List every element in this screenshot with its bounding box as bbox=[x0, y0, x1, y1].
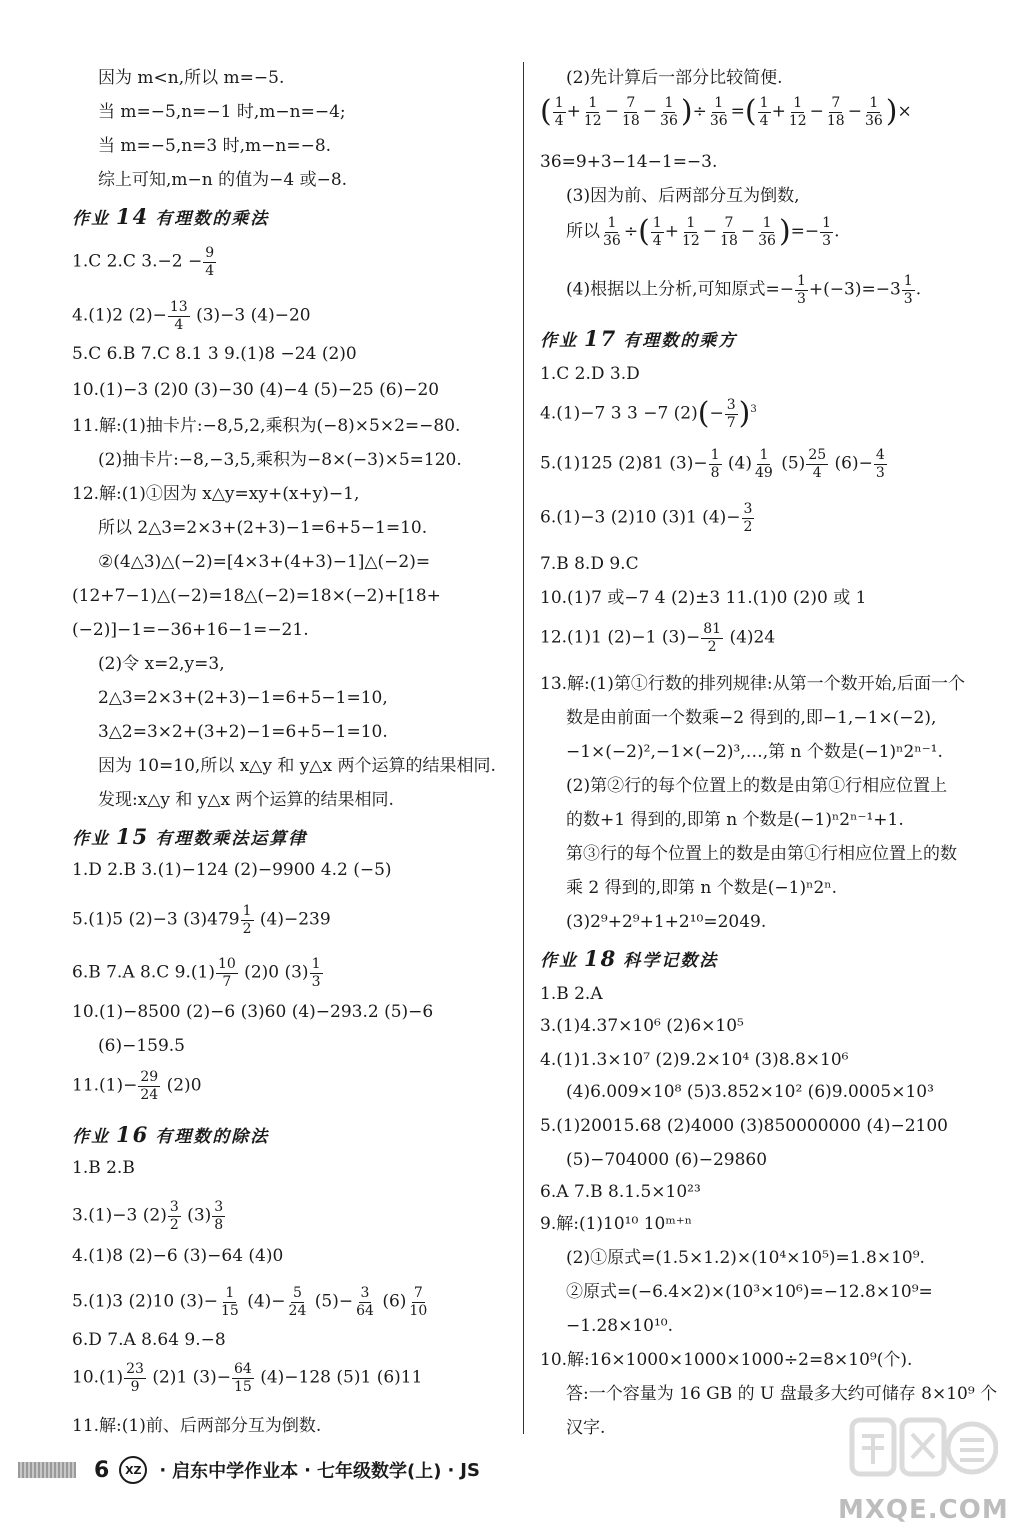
answer-line: (2)先计算后一部分比较简便. bbox=[566, 68, 783, 88]
heading-title: 科学记数法 bbox=[623, 951, 719, 971]
answer-line: −1.28×10¹⁰. bbox=[566, 1316, 674, 1336]
answer-line: 4.(1)1.3×10⁷ (2)9.2×10⁴ (3)8.8×10⁶ bbox=[540, 1050, 849, 1070]
answer-line: 10.(1)7 或−7 4 (2)±3 11.(1)0 (2)0 或 1 bbox=[540, 588, 867, 608]
publisher-badge-icon: XZ bbox=[119, 1456, 147, 1484]
answer-line: 6.A 7.B 8.1.5×10²³ bbox=[540, 1182, 701, 1202]
answer-line: ②原式=(−6.4×2)×(10³×10⁶)=−12.8×10⁹= bbox=[566, 1282, 933, 1302]
answer-line: 6.(1)−3 (2)10 (3)1 (4)− $\frac{3}{2}$ bbox=[540, 501, 753, 535]
answer-line: (2)抽卡片:−8,−3,5,乘积为−8×(−3)×5=120. bbox=[98, 450, 462, 470]
answer-line: 5.C 6.B 7.C 8.1 3 9.(1)8 −24 (2)0 bbox=[72, 344, 357, 364]
heading-number: 15 bbox=[116, 824, 150, 849]
answer-line: 11.解:(1)前、后两部分互为倒数. bbox=[72, 1416, 322, 1436]
answer-line: (−2)]−1=−36+16−1=−21. bbox=[72, 620, 309, 640]
answer-line: 所以 2△3=2×3+(2+3)−1=6+5−1=10. bbox=[98, 518, 428, 538]
heading-prefix: 作业 bbox=[72, 1127, 110, 1147]
heading-prefix: 作业 bbox=[72, 829, 110, 849]
answer-line: (3)2⁹+2⁹+1+2¹⁰=2049. bbox=[566, 912, 767, 932]
heading-title: 有理数乘法运算律 bbox=[155, 829, 308, 849]
fraction: $\frac{3}{2}$ bbox=[169, 1199, 179, 1233]
answer-line: 9.解:(1)10¹⁰ 10ᵐ⁺ⁿ bbox=[540, 1214, 693, 1234]
answer-line: 1.B 2.A bbox=[540, 984, 603, 1004]
answer-line: 5.(1)125 (2)81 (3)− $\frac{1}{8}$ (4) $\frac{1}{49}$ (5) $\frac{25}{4}$ (6)− $\frac{4}{3}$ bbox=[540, 447, 885, 481]
fraction: $\frac{9}{4}$ bbox=[205, 245, 215, 279]
book-title: 启东中学作业本 bbox=[172, 1461, 299, 1482]
watermark-url: MXQE.COM bbox=[838, 1495, 1009, 1525]
answer-line: 的数+1 得到的,即第 n 个数是(−1)ⁿ2ⁿ⁻¹+1. bbox=[566, 810, 904, 830]
answer-line: (4)根据以上分析,可知原式=− $\frac{1}{3}$ +(−3)=−3 $\frac{1}{3}$ . bbox=[566, 273, 922, 307]
section-heading-18 bbox=[540, 948, 718, 970]
section-heading-16 bbox=[72, 1124, 269, 1146]
answer-line: (12+7−1)△(−2)=18△(−2)=18×(−2)+[18+ bbox=[72, 586, 441, 606]
answer-line: 4.(1)8 (2)−6 (3)−64 (4)0 bbox=[72, 1246, 284, 1266]
heading-number: 14 bbox=[116, 204, 150, 229]
answer-line: 6.B 7.A 8.C 9.(1) $\frac{10}{7}$ (2)0 (3) $\frac{1}{3}$ bbox=[72, 956, 321, 990]
heading-number: 16 bbox=[116, 1122, 150, 1147]
fraction: $\frac{64}{15}$ bbox=[233, 1361, 252, 1395]
answer-line: 7.B 8.D 9.C bbox=[540, 554, 639, 574]
answer-line: ②(4△3)△(−2)=[4×3+(4+3)−1]△(−2)= bbox=[98, 552, 431, 572]
fraction: $\frac{1}{2}$ bbox=[242, 903, 252, 937]
footer-decoration bbox=[18, 1462, 76, 1478]
answer-line: (2)第②行的每个位置上的数是由第①行相应位置上 bbox=[566, 776, 948, 796]
page-number: 6 bbox=[94, 1457, 110, 1483]
fraction: $\frac{13}{4}$ bbox=[169, 299, 188, 333]
answer-line: 2△3=2×3+(2+3)−1=6+5−1=10, bbox=[98, 688, 388, 708]
text-line: 当 m=−5,n=3 时,m−n=−8. bbox=[98, 136, 332, 156]
watermark-logo-icon bbox=[848, 1412, 998, 1484]
answer-line: 5.(1)3 (2)10 (3)− $\frac{1}{15}$ (4)− $\frac{5}{24}$ (5)− $\frac{3}{64}$ (6) $\frac{7}{10}$ bbox=[72, 1285, 428, 1319]
fraction: $\frac{7}{10}$ bbox=[409, 1285, 428, 1319]
answer-line: 36=9+3−14−1=−3. bbox=[540, 152, 718, 172]
answer-line: 5.(1)20015.68 (2)4000 (3)850000000 (4)−2100 bbox=[540, 1116, 948, 1136]
answer-line: 数是由前面一个数乘−2 得到的,即−1,−1×(−2), bbox=[566, 708, 937, 728]
answer-line: 10.(1) $\frac{23}{9}$ (2)1 (3)− $\frac{64}{15}$ (4)−128 (5)1 (6)11 bbox=[72, 1361, 423, 1395]
answer-line: 1.C 2.C 3.−2 − $\frac{9}{4}$ bbox=[72, 245, 215, 279]
fraction: $\frac{10}{7}$ bbox=[217, 956, 236, 990]
answer-line: 11.解:(1)抽卡片:−8,5,2,乘积为(−8)×5×2=−80. bbox=[72, 416, 461, 436]
text-line: 因为 m<n,所以 m=−5. bbox=[98, 68, 285, 88]
answer-line: −1×(−2)²,−1×(−2)³,…,第 n 个数是(−1)ⁿ2ⁿ⁻¹. bbox=[566, 742, 943, 762]
answer-line: (6)−159.5 bbox=[98, 1036, 185, 1056]
answer-line: 答:一个容量为 16 GB 的 U 盘最多大约可储存 8×10⁹ 个 bbox=[566, 1384, 998, 1404]
page-footer: 6 XZ · 启东中学作业本 · 七年级数学(上) · JS bbox=[18, 1450, 480, 1490]
answer-line: 10.解:16×1000×1000×1000÷2=8×10⁹(个). bbox=[540, 1350, 913, 1370]
section-heading-14 bbox=[72, 206, 269, 228]
answer-line: 乘 2 得到的,即第 n 个数是(−1)ⁿ2ⁿ. bbox=[566, 878, 838, 898]
column-divider bbox=[523, 62, 524, 1434]
section-heading-17 bbox=[540, 328, 737, 350]
answer-line: 3.(1)4.37×10⁶ (2)6×10⁵ bbox=[540, 1016, 744, 1036]
answer-line: 12.(1)1 (2)−1 (3)− $\frac{81}{2}$ (4)24 bbox=[540, 621, 776, 655]
answer-line: (2)①原式=(1.5×1.2)×(10⁴×10⁵)=1.8×10⁹. bbox=[566, 1248, 925, 1268]
answer-line: 5.(1)5 (2)−3 (3)479 $\frac{1}{2}$ (4)−239 bbox=[72, 903, 331, 937]
answer-line: 4.(1)2 (2)− $\frac{13}{4}$ (3)−3 (4)−20 bbox=[72, 299, 311, 333]
answer-line: 3△2=3×2+(3+2)−1=6+5−1=10. bbox=[98, 722, 388, 742]
answer-line: 10.(1)−8500 (2)−6 (3)60 (4)−293.2 (5)−6 bbox=[72, 1002, 434, 1022]
fraction: $\frac{1}{3}$ bbox=[311, 956, 321, 990]
fraction: $\frac{5}{24}$ bbox=[288, 1285, 307, 1319]
answer-line: 1.C 2.D 3.D bbox=[540, 364, 640, 384]
heading-title: 有理数的乘方 bbox=[623, 331, 738, 351]
heading-prefix: 作业 bbox=[72, 209, 110, 229]
heading-prefix: 作业 bbox=[540, 951, 578, 971]
answer-line: 12.解:(1)①因为 x△y=xy+(x+y)−1, bbox=[72, 484, 360, 504]
answer-line: 汉字. bbox=[566, 1418, 606, 1438]
answer-line: 3.(1)−3 (2) $\frac{3}{2}$ (3) $\frac{3}{8}$ bbox=[72, 1199, 224, 1233]
answer-line: 1.B 2.B bbox=[72, 1158, 135, 1178]
answer-line: (3)因为前、后两部分互为倒数, bbox=[566, 186, 800, 206]
section-heading-15 bbox=[72, 826, 307, 848]
answer-line: ( $\frac{1}{4}$ + $\frac{1}{12}$ − $\frac{7}{18}$ − $\frac{1}{36}$ )÷ $\frac{1}{36}$ =( $\frac{1}{4}$ + $\frac{1}{12}$ − $\frac{7}{18}$ − $\frac{1}{36}$ )× bbox=[540, 94, 912, 130]
answer-line: (5)−704000 (6)−29860 bbox=[566, 1150, 768, 1170]
fraction: $\frac{23}{9}$ bbox=[126, 1361, 144, 1395]
answer-line: 1.D 2.B 3.(1)−124 (2)−9900 4.2 (−5) bbox=[72, 860, 392, 880]
answer-line: 第③行的每个位置上的数是由第①行相应位置上的数 bbox=[566, 844, 957, 864]
text-line: 综上可知,m−n 的值为−4 或−8. bbox=[98, 170, 348, 190]
fraction: $\frac{3}{8}$ bbox=[214, 1199, 224, 1233]
grade-label: 七年级数学(上) bbox=[317, 1461, 442, 1482]
heading-prefix: 作业 bbox=[540, 331, 578, 351]
edition-label: JS bbox=[460, 1459, 480, 1481]
text-line: 当 m=−5,n=−1 时,m−n=−4; bbox=[98, 102, 346, 122]
answer-line: 所以 $\frac{1}{36}$ ÷( $\frac{1}{4}$ + $\frac{1}{12}$ − $\frac{7}{18}$ − $\frac{1}{36}$ )=− $\frac{1}{3}$ . bbox=[566, 214, 840, 250]
fraction: $\frac{29}{24}$ bbox=[140, 1069, 159, 1103]
answer-line: 发现:x△y 和 y△x 两个运算的结果相同. bbox=[98, 790, 394, 810]
heading-number: 18 bbox=[584, 946, 618, 971]
answer-line: 13.解:(1)第①行数的排列规律:从第一个数开始,后面一个 bbox=[540, 674, 965, 694]
heading-number: 17 bbox=[584, 326, 618, 351]
answer-line: 6.D 7.A 8.64 9.−8 bbox=[72, 1330, 226, 1350]
heading-title: 有理数的除法 bbox=[155, 1127, 270, 1147]
answer-line: (4)6.009×10⁸ (5)3.852×10² (6)9.0005×10³ bbox=[566, 1082, 934, 1102]
answer-line: 因为 10=10,所以 x△y 和 y△x 两个运算的结果相同. bbox=[98, 756, 496, 776]
answer-line: 10.(1)−3 (2)0 (3)−30 (4)−4 (5)−25 (6)−20 bbox=[72, 380, 440, 400]
answer-line: (2)令 x=2,y=3, bbox=[98, 654, 225, 674]
answer-line: 4.(1)−7 3 3 −7 (2)(− $\frac{3}{7}$ )$^3$ bbox=[540, 396, 757, 432]
fraction: $\frac{3}{64}$ bbox=[356, 1285, 374, 1319]
fraction: $\frac{1}{15}$ bbox=[220, 1285, 239, 1319]
answer-line: 11.(1)− $\frac{29}{24}$ (2)0 bbox=[72, 1069, 202, 1103]
heading-title: 有理数的乘法 bbox=[155, 209, 270, 229]
